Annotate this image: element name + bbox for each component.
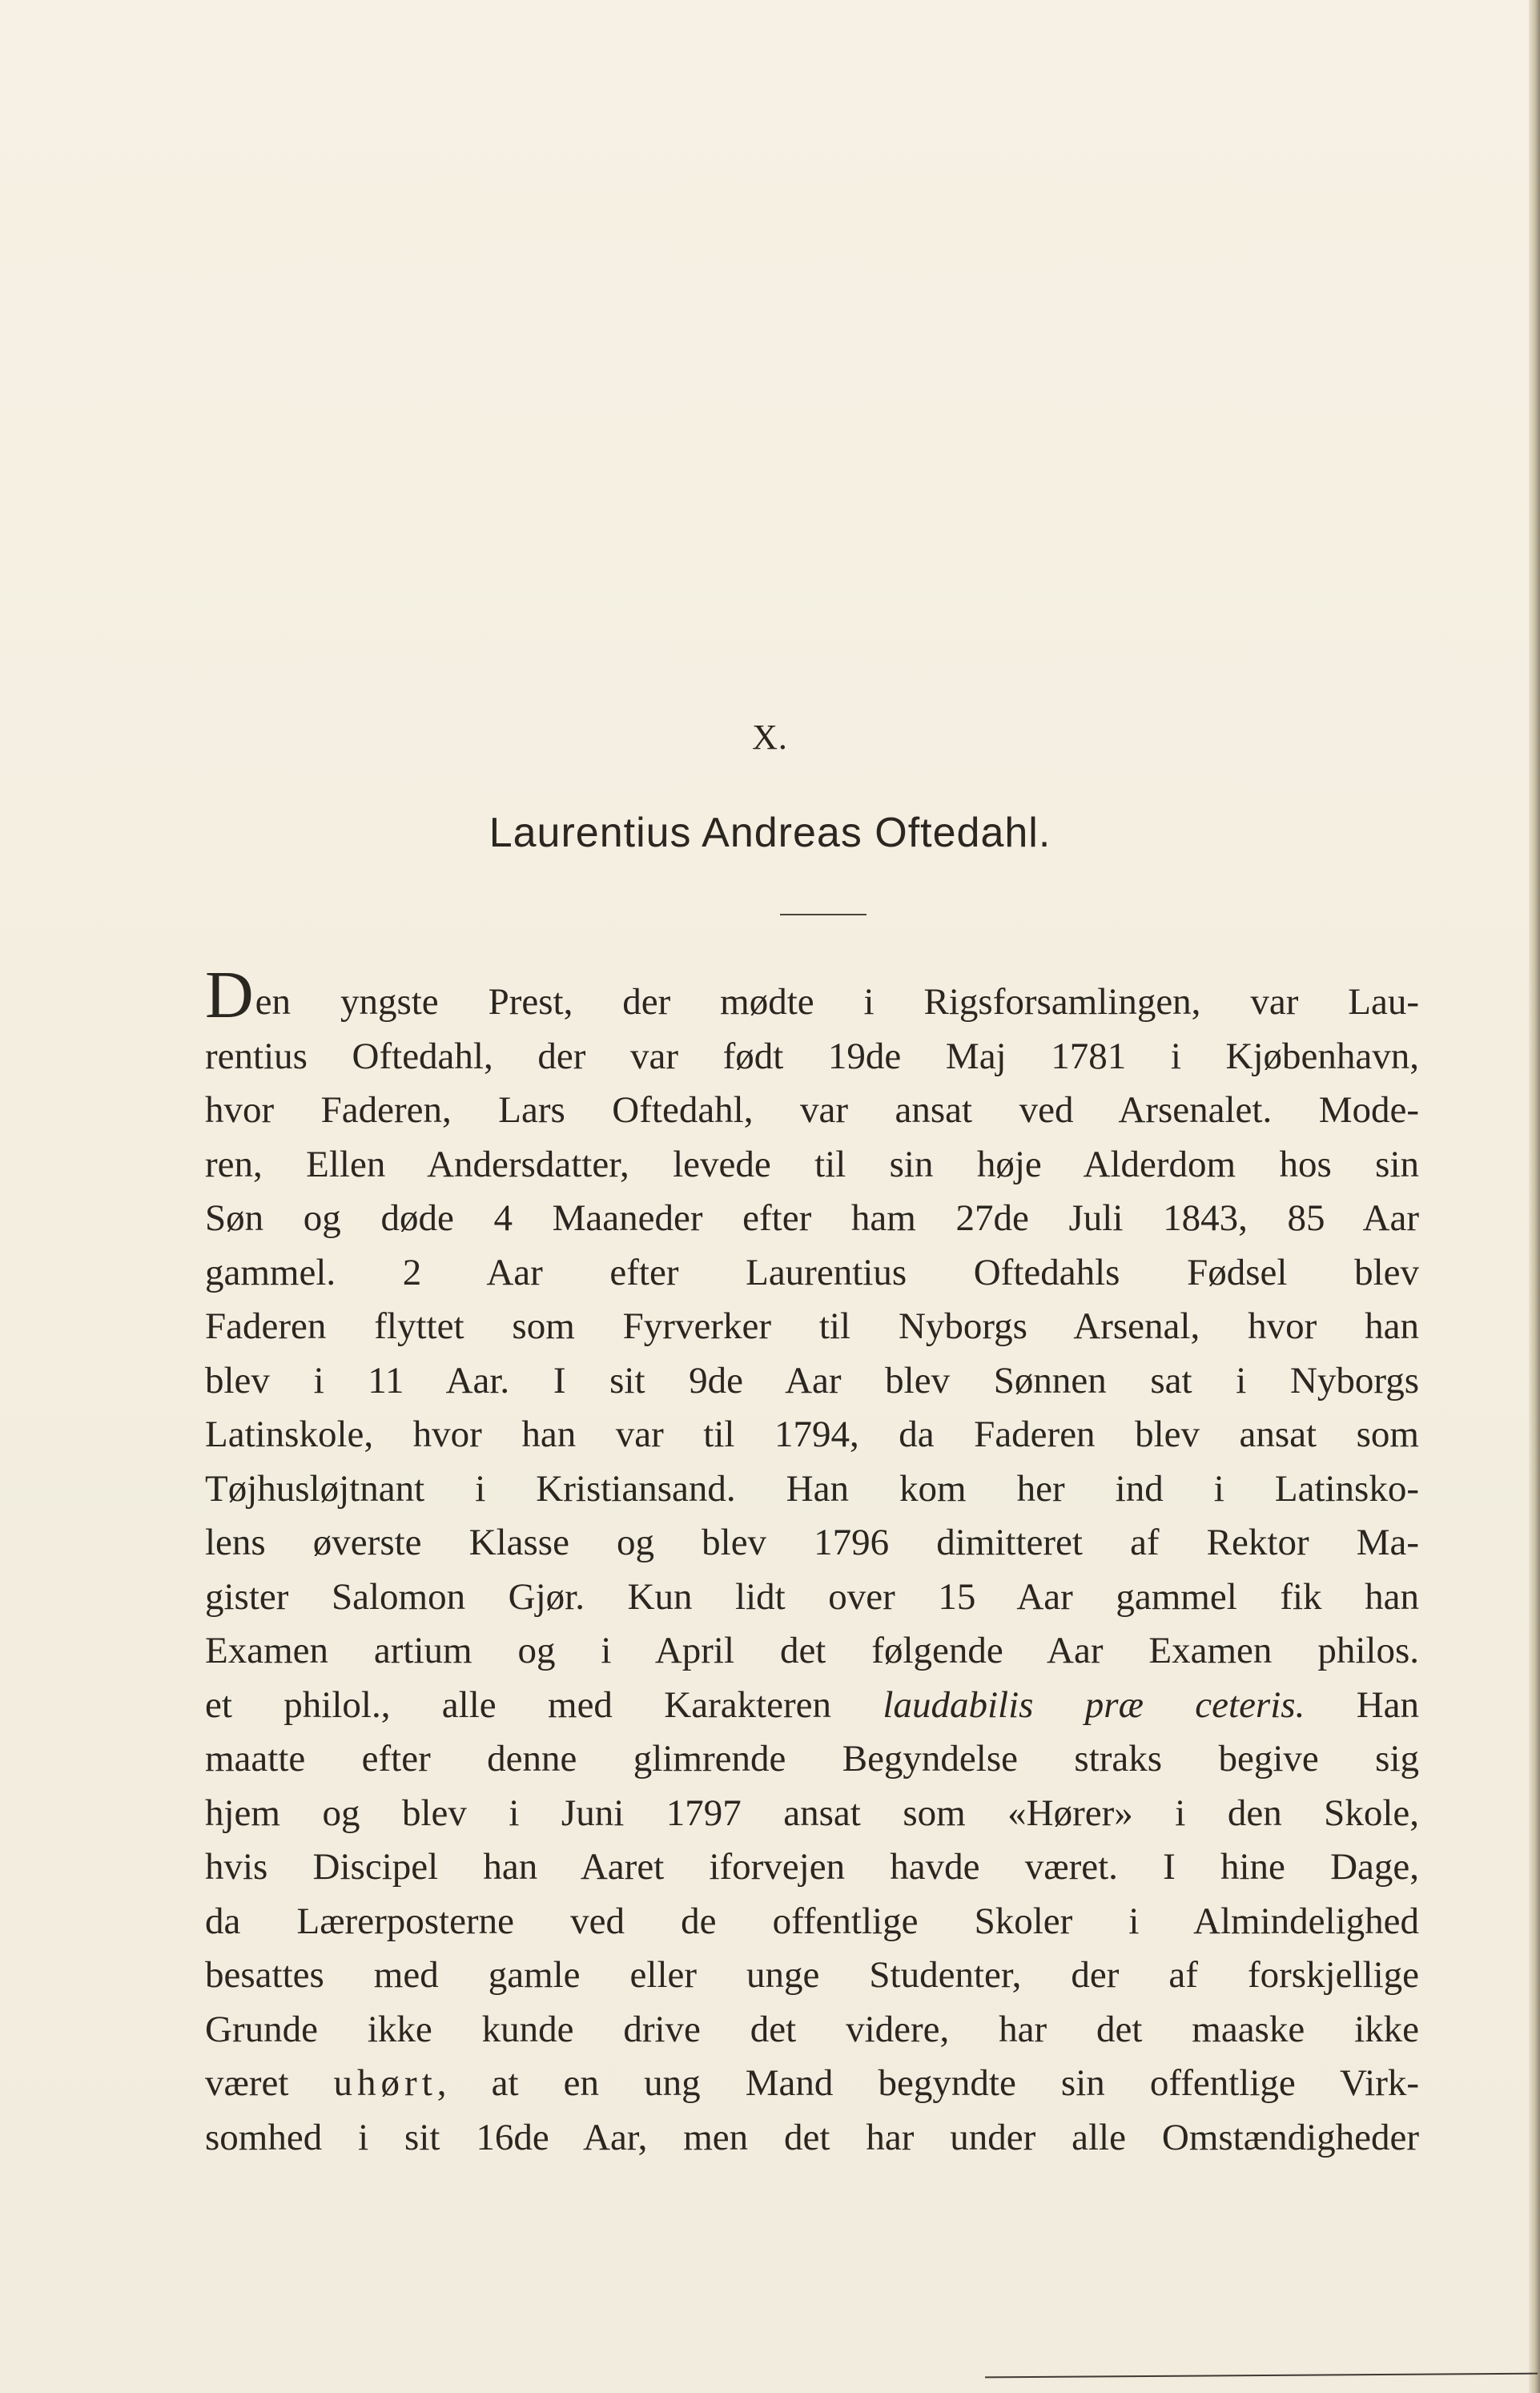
title-divider: [780, 914, 867, 915]
text-fragment: , at en ung Mand begyndte sin offentlige Virk-: [436, 2062, 1420, 2104]
text-line: gister Salomon Gjør. Kun lidt over 15 Aar gammel fik han: [205, 1575, 1419, 1618]
chapter-title: Laurentius Andreas Oftedahl.: [489, 810, 1051, 856]
text-fragment: Han: [1305, 1683, 1419, 1726]
text-line: Faderen flyttet som Fyrverker til Nyborgs Arsenal, hvor han: [205, 1305, 1419, 1347]
text-line: Latinskole, hvor han var til 1794, da Faderen blev ansat som: [205, 1414, 1419, 1455]
emphasized-word: uhørt: [333, 2062, 437, 2104]
text-line: rentius Oftedahl, der var født 19de Maj 1781 i Kjøbenhavn,: [205, 1035, 1419, 1077]
text-line: hvis Discipel han Aaret iforvejen havde været. I hine Dage,: [205, 1846, 1419, 1888]
text-line: somhed i sit 16de Aar, men det har under alle Omstændigheder: [205, 2116, 1419, 2158]
text-line: blev i 11 Aar. I sit 9de Aar blev Sønnen sat i Nyborgs: [205, 1359, 1419, 1402]
text-line: da Lærerposterne ved de offentlige Skoler i Almindelighed: [205, 1900, 1419, 1942]
latin-phrase: laudabilis præ ceteris.: [883, 1683, 1305, 1726]
body-text: [205, 958, 1420, 2165]
text-line: hvor Faderen, Lars Oftedahl, var ansat ved Arsenalet. Mode-: [205, 1089, 1419, 1131]
text-fragment: været: [205, 2062, 334, 2104]
text-line: lens øverste Klasse og blev 1796 dimitteret af Rektor Ma-: [205, 1522, 1419, 1563]
text-line: [205, 2057, 1419, 2111]
text-line: ren, Ellen Andersdatter, levede til sin høje Alderdom hos sin: [205, 1143, 1419, 1185]
text-fragment: en yngste Prest, der mødte i Rigsforsamlingen, var Lau-: [255, 981, 1419, 1023]
text-line: [205, 958, 1419, 1032]
text-line: Grunde ikke kunde drive det videre, har det maaske ikke: [205, 2008, 1419, 2050]
text-line: Søn og døde 4 Maaneder efter ham 27de Juli 1843, 85 Aar: [205, 1197, 1419, 1239]
chapter-number: X.: [752, 718, 788, 757]
text-fragment: et philol., alle med Karakteren: [205, 1683, 883, 1726]
text-line: Tøjhusløjtnant i Kristiansand. Han kom her ind i Latinsko-: [205, 1467, 1419, 1510]
text-line: [205, 1679, 1419, 1733]
text-line: hjem og blev i Juni 1797 ansat som «Hører» i den Skole,: [205, 1792, 1419, 1834]
page-edge: [1529, 0, 1540, 2393]
drop-cap: D: [205, 958, 254, 1032]
bottom-edge-mark: [985, 2373, 1538, 2379]
text-line: besattes med gamle eller unge Studenter, der af forskjellige: [205, 1954, 1419, 1996]
text-line: gammel. 2 Aar efter Laurentius Oftedahls Fødsel blev: [205, 1251, 1419, 1293]
text-line: Examen artium og i April det følgende Aar Examen philos.: [205, 1630, 1419, 1671]
text-line: maatte efter denne glimrende Begyndelse straks begive sig: [205, 1738, 1419, 1780]
